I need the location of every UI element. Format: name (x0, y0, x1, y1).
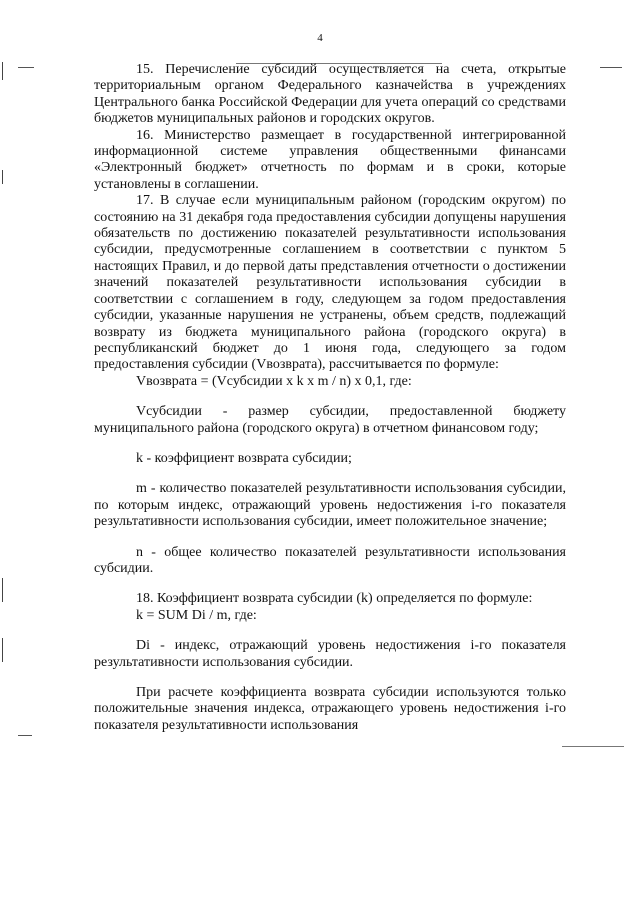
scan-mark-underline (562, 746, 624, 747)
scan-mark-left-bottom (18, 735, 32, 736)
definition-n: n - общее количество показателей результативности использования субсидии. (94, 544, 566, 576)
definition-k: k - коэффициент возврата субсидии; (136, 450, 352, 466)
paragraph-calc-note: При расчете коэффициента возврата субсидии используются только положительные значения индекса, отражающего уровень недостижения i-го показателя результативности использования (94, 685, 566, 733)
document-body (94, 62, 566, 734)
margin-tick (2, 638, 3, 662)
paragraph-18: 18. Коэффициент возврата субсидии (k) определяется по формуле: (136, 591, 533, 607)
margin-tick (2, 62, 3, 80)
scan-mark-left-top (18, 67, 34, 68)
paragraph-15: 15. Перечисление субсидий осуществляется на счета, открытые территориальным органом Федерального казначейства в учреждениях Центрального банка Российской Федерации для учета операций со средствами бюджетов муниципальных районов и городских округов. (94, 62, 566, 127)
page-number: 4 (317, 32, 323, 44)
formula-return-volume: Vвозврата = (Vсубсидии x k x m / n) x 0,1, где: (136, 373, 412, 389)
definition-di: Di - индекс, отражающий уровень недостижения i-го показателя результативности использования субсидии. (94, 638, 566, 670)
definition-m: m - количество показателей результативности использования субсидии, по которым индекс, отражающий уровень недостижения i-го показателя результативности использования субсидии, имеет положительное значение; (94, 481, 566, 530)
paragraph-16: 16. Министерство размещает в государственной интегрированной информационной системе управления общественными финансами «Электронный бюджет» отчетность по формам и в сроки, которые установлены в соглашении. (94, 127, 566, 192)
paragraph-17: 17. В случае если муниципальным районом (городским округом) по состоянию на 31 декабря года предоставления субсидии допущены нарушения обязательств по достижению показателей результативности использования субсидии, предусмотренные соглашением в соответствии с пунктом 5 настоящих Правил, и до первой даты представления отчетности о достижении значений показателей результативности использования субсидии в соответствии с соглашением в году, следующем за годом предоставления субсидии, указанные нарушения не устранены, объем средств, подлежащий возврату из бюджета муниципального района (городского округа) в республиканский бюджет до 1 июня года, следующего за годом предоставления субсидии (Vвозврата), рассчитывается по формуле: (94, 193, 566, 373)
definition-v-subsidy: Vсубсидии - размер субсидии, предоставленной бюджету муниципального района (городского округа) в отчетном финансовом году; (94, 404, 566, 436)
margin-tick (2, 578, 3, 602)
formula-k: k = SUM Di / m, где: (136, 607, 257, 623)
scan-mark-right-top (600, 67, 622, 68)
margin-tick (2, 170, 3, 184)
